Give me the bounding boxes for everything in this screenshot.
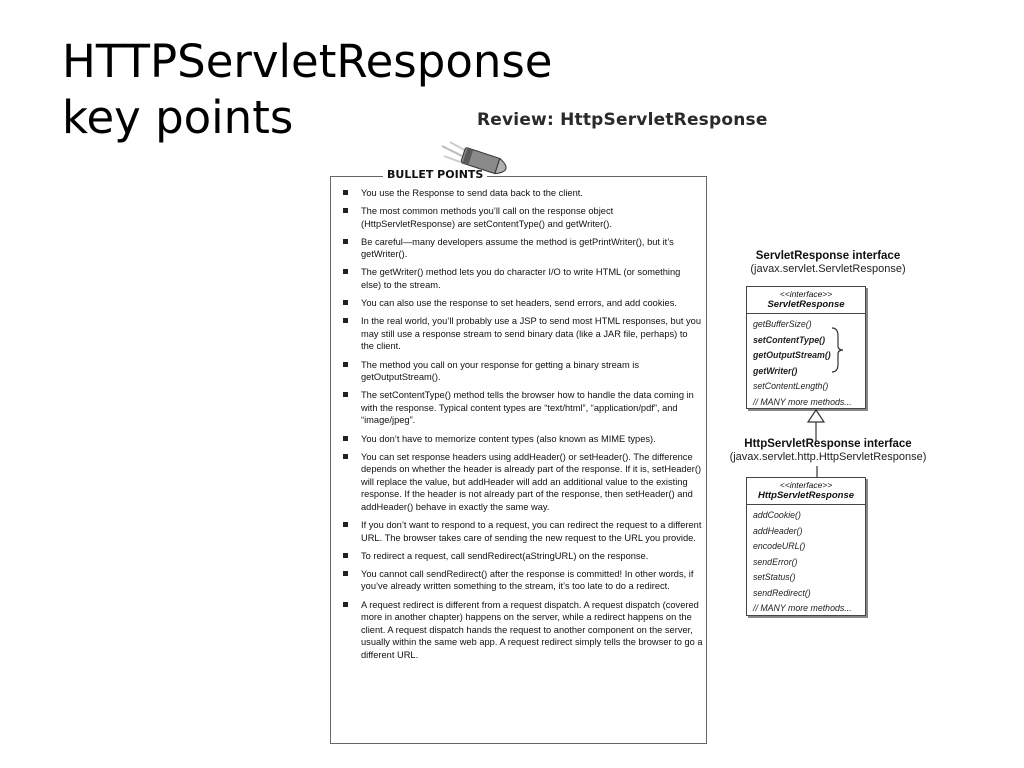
bullet-item: The method you call on your response for getting a binary stream is getOutputStream().	[341, 359, 703, 384]
slide-title-line-2: key points	[62, 91, 294, 144]
bullet-item: The most common methods you’ll call on the response object (HttpServletResponse) are setContentType() and getWriter().	[341, 205, 703, 230]
stereotype-label: <<interface>>	[779, 289, 833, 299]
method-item: addCookie()	[753, 510, 801, 520]
method-item: getBufferSize()	[753, 319, 812, 329]
method-group-brace	[830, 326, 846, 374]
method-item: setContentType()	[753, 334, 826, 345]
bullet-points-box	[330, 176, 707, 744]
bullet-list	[341, 187, 703, 667]
bullet-item: You cannot call sendRedirect() after the response is committed! In other words, if you’ve already written something to the stream, it’s too late to do a redirect.	[341, 568, 703, 593]
method-item: getOutputStream()	[753, 350, 831, 360]
http-servlet-response-methods	[747, 505, 865, 620]
http-servlet-response-package: (javax.servlet.http.HttpServletResponse)	[729, 451, 927, 463]
interface-name: HttpServletResponse	[757, 490, 855, 501]
bullet-item: The setContentType() method tells the browser how to handle the data coming in with the response. Typical content types are “text/html”, “application/pdf”, and “image/jpeg”.	[341, 389, 703, 427]
method-item: sendError()	[753, 556, 798, 567]
http-servlet-response-title-text: HttpServletResponse interface	[744, 438, 912, 450]
slide-title-line-1: HTTPServletResponse	[62, 35, 553, 88]
bullet-item: In the real world, you’ll probably use a JSP to send most HTML responses, but you may still use a response stream to send binary data (like a JAR file, perhaps) to the client.	[341, 315, 703, 353]
method-item: // MANY more methods...	[753, 396, 852, 407]
bullet-item: The getWriter() method lets you do character I/O to write HTML (or something else) to the stream.	[341, 266, 703, 291]
method-item: setContentLength()	[753, 381, 829, 391]
servlet-response-class-header	[747, 287, 865, 314]
bullet-item: To redirect a request, call sendRedirect(aStringURL) on the response.	[341, 550, 703, 563]
method-item: encodeURL()	[753, 541, 806, 551]
servlet-response-class-box	[746, 286, 866, 409]
servlet-response-title	[728, 250, 928, 275]
bullet-item: You can set response headers using addHeader() or setHeader(). The difference depends on whether the header is already part of the response. If it is, setHeader() will replace the value, but addHeader will add an additional value to the existing response. If the header is not already part of the response, then setHeader() and addHeader() behave in exactly the same way.	[341, 451, 703, 514]
stereotype-label: <<interface>>	[779, 480, 833, 490]
interface-name: ServletResponse	[767, 299, 845, 310]
method-item: addHeader()	[753, 525, 803, 536]
http-servlet-response-class-header	[747, 478, 865, 505]
servlet-response-methods	[747, 314, 865, 413]
review-heading: Review: HttpServletResponse	[477, 110, 768, 130]
method-item: getWriter()	[753, 365, 798, 376]
method-item: sendRedirect()	[753, 587, 811, 598]
bullet-points-label: BULLET POINTS	[383, 168, 487, 181]
bullet-item: You use the Response to send data back to the client.	[341, 187, 703, 200]
bullet-item: Be careful—many developers assume the method is getPrintWriter(), but it’s getWriter().	[341, 236, 703, 261]
method-item: // MANY more methods...	[753, 603, 852, 613]
bullet-icon	[440, 140, 520, 182]
bullet-item: If you don’t want to respond to a request, you can redirect the request to a different URL. The browser takes care of sending the new request to the URL you provide.	[341, 519, 703, 544]
bullet-item: You don’t have to memorize content types (also known as MIME types).	[341, 433, 703, 446]
method-item: setStatus()	[753, 572, 796, 582]
servlet-response-title-text: ServletResponse interface	[755, 250, 901, 262]
servlet-response-package: (javax.servlet.ServletResponse)	[750, 263, 906, 275]
bullet-item: A request redirect is different from a request dispatch. A request dispatch (covered more in another chapter) happens on the server, while a redirect happens on the client. A request dispatch hands the request to another component on the server, usually within the same web app. A request redirect simply tells the browser to go a different URL.	[341, 599, 703, 662]
bullet-item: You can also use the response to set headers, send errors, and add cookies.	[341, 297, 703, 310]
http-servlet-response-class-box	[746, 477, 866, 616]
http-servlet-response-title	[708, 438, 948, 463]
